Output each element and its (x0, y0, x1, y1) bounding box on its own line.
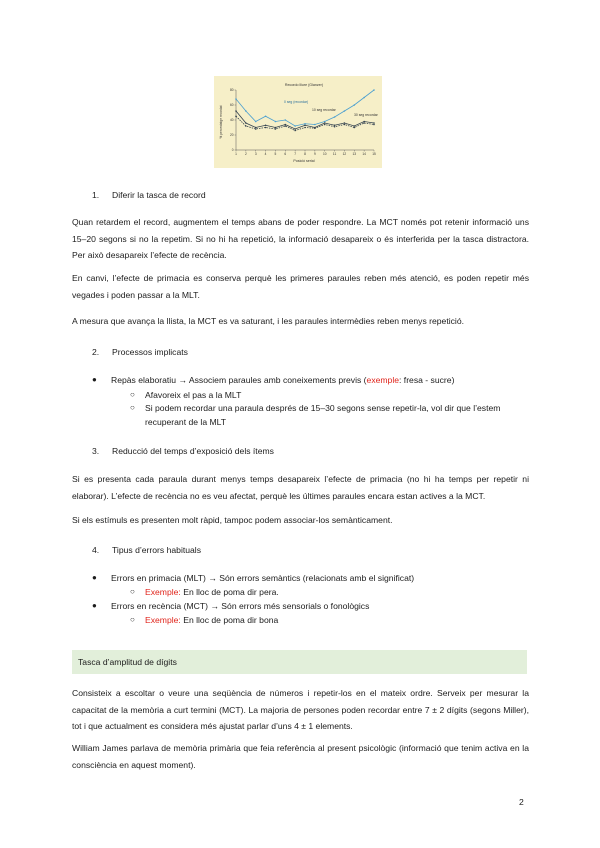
bullet-dot-icon: ● (92, 601, 97, 610)
x-tick-label: 5 (274, 152, 277, 156)
section-2-title: Processos implicats (112, 347, 188, 357)
section-4-title: Tipus d’errors habituals (112, 545, 202, 555)
data-point (304, 124, 306, 126)
sub-bullet-recovery (130, 401, 530, 429)
sub-bullet-ltm (130, 388, 530, 402)
x-tick-label: 13 (352, 152, 357, 156)
sub-bullet-primacy-example (130, 585, 530, 599)
sub-bullet-text: Si podem recordar una paraula després de 15–30 segons sense repetir-la, vol dir que l’estem recuperant de la MLT (145, 403, 501, 427)
x-tick-label: 4 (264, 152, 267, 156)
y-tick-label: 40 (229, 118, 234, 123)
section-2-number: 2. (92, 347, 100, 357)
data-point (334, 124, 336, 126)
data-point (294, 128, 296, 130)
example-label: Exemple: (145, 587, 181, 597)
bullet-text: Errors en recència (MCT) → Són errors més sensorials o fonològics (111, 601, 370, 611)
data-point (344, 124, 346, 126)
legend-10s: 10 seg recordar (312, 108, 336, 112)
data-point (353, 104, 355, 106)
paragraph-delay: Quan retardem el record, augmentem el temps abans de poder respondre. La MCT només pot retenir informació uns 15–20 segons si no la repetim. Si no hi ha repetició, la informació desapareix o és interferida per la tasca distractora. Per això desapareix l’efecte de recència. (72, 217, 529, 260)
data-point (245, 125, 247, 127)
data-point (294, 125, 296, 127)
data-point (275, 121, 277, 123)
data-point (373, 124, 375, 126)
bullet-text: Repàs elaboratiu → Associem paraules amb coneixements previs ( (111, 375, 367, 385)
section-3-number: 3. (92, 446, 100, 456)
data-point (324, 122, 326, 124)
data-point (255, 121, 257, 123)
x-tick-label: 8 (304, 152, 306, 156)
data-point (284, 124, 286, 126)
data-point (353, 125, 355, 127)
section-1-title: Diferir la tasca de record (112, 190, 206, 200)
band-title: Tasca d’amplitud de dígits (78, 657, 177, 667)
example-text: En lloc de poma dir pera. (180, 587, 279, 597)
series-line-1 (236, 90, 374, 126)
paragraph-digit-span: Consisteix a escoltar o veure una seqüència de números i repetir-los en el mateix ordre. Serveix per mesurar la capacitat de la memòria a curt termini (MCT). La majoria de persones poden recordar entre 7 ± 2 dígits (segons Miller), tot i que actualment es considera més ajustat parlar d’uns 4 ± 1 elements. (72, 688, 529, 731)
data-point (284, 119, 286, 121)
x-tick-label: 9 (313, 152, 316, 156)
data-point (255, 127, 257, 129)
x-tick-label: 7 (294, 152, 297, 156)
x-tick-label: 3 (254, 152, 257, 156)
x-tick-label: 12 (342, 152, 347, 156)
circle-bullet-icon: ○ (130, 587, 135, 596)
data-point (363, 122, 365, 124)
data-point (324, 121, 326, 123)
bullet-recency-errors (92, 599, 531, 613)
legend-30s: 30 seg recordar (354, 113, 378, 117)
section-3-title: Reducció del temps d’exposició dels ítems (112, 446, 274, 456)
x-tick-label: 1 (235, 152, 237, 156)
bullet-dot-icon: ● (92, 573, 97, 582)
paragraph-fast-stimuli: Si els estímuls es presenten molt ràpid, tampoc podem associar-los semànticament. (72, 515, 393, 525)
section-2-heading (92, 345, 188, 359)
data-point (373, 89, 375, 91)
data-point (294, 130, 296, 132)
x-tick-label: 14 (362, 152, 366, 156)
paragraph-saturation: A mesura que avança la llista, la MCT es va saturant, i les paraules intermèdies reben menys repetició. (72, 316, 465, 326)
circle-bullet-icon: ○ (130, 390, 135, 399)
section-3-heading (92, 444, 274, 458)
example-label: exemple (366, 375, 400, 385)
data-point (245, 122, 247, 124)
data-point (255, 128, 257, 130)
data-point (363, 121, 365, 123)
circle-bullet-icon: ○ (130, 615, 135, 624)
data-point (235, 115, 237, 117)
y-tick-label: 60 (229, 103, 234, 108)
data-point (304, 123, 306, 125)
sub-bullet-recency-example (130, 613, 530, 627)
data-point (373, 122, 375, 124)
data-point (363, 97, 365, 99)
data-point (314, 127, 316, 129)
x-tick-label: 11 (332, 152, 337, 156)
chart-title: Recordo lliure (Glanzer) (284, 83, 324, 87)
example-label: Exemple: (145, 615, 181, 625)
bullet-elaborative-rehearsal (92, 373, 531, 387)
x-tick-label: 6 (284, 152, 287, 156)
circle-bullet-icon: ○ (130, 403, 135, 412)
data-point (314, 124, 316, 126)
paragraph-exposure: Si es presenta cada paraula durant menys temps desapareix l’efecte de primacia (no hi ha temps per repetir ni elaborar). L’efecte de recència no es veu afectat, perquè les últimes paraules encara estan actives a la MCT. (72, 474, 529, 501)
legend-no-delay: 0 seg (recordar) (284, 100, 309, 104)
data-point (353, 127, 355, 129)
data-point (344, 122, 346, 124)
page-number: 2 (519, 797, 524, 807)
data-point (334, 116, 336, 118)
y-tick-label: 80 (229, 88, 234, 93)
section-4-number: 4. (92, 545, 100, 555)
data-point (265, 127, 267, 129)
x-tick-label: 15 (372, 152, 376, 156)
data-point (284, 125, 286, 127)
data-point (334, 126, 336, 128)
section-1-number: 1. (92, 190, 100, 200)
data-point (235, 110, 237, 112)
paragraph-primacy: En canvi, l’efecte de primacia es conserva perquè les primeres paraules reben més atenció, es poden repetir més vegades i poden passar a la MLT. (72, 273, 529, 300)
bullet-text: Errors en primacia (MLT) → Són errors semàntics (relacionats amb el significat) (111, 573, 415, 583)
data-point (265, 115, 267, 117)
data-point (235, 98, 237, 100)
section-band-digit-span (72, 650, 527, 674)
paragraph-william-james: William James parlava de memòria primària que feia referència al present psicològic (informació que tenim activa en la consciència en aquest moment). (72, 743, 529, 770)
example-text: En lloc de poma dir bona (180, 615, 279, 625)
serial-position-figure (214, 76, 382, 168)
data-point (324, 124, 326, 126)
data-point (245, 110, 247, 112)
chart-ylabel: % percentatge recordat (219, 105, 223, 139)
data-point (275, 127, 277, 129)
bullet-text-end: : fresa - sucre) (399, 375, 455, 385)
chart-xlabel: Posició serial (293, 159, 315, 163)
x-tick-label: 2 (244, 152, 247, 156)
x-tick-label: 10 (322, 152, 327, 156)
bullet-dot-icon: ● (92, 375, 97, 384)
data-point (344, 110, 346, 112)
y-tick-label: 20 (229, 133, 234, 138)
bullet-primacy-errors (92, 571, 531, 585)
serial-position-chart (214, 76, 382, 168)
sub-bullet-text: Afavoreix el pas a la MLT (145, 390, 242, 400)
data-point (265, 124, 267, 126)
data-point (304, 127, 306, 129)
section-1-heading (92, 188, 206, 202)
section-4-heading (92, 543, 201, 557)
y-tick-label: 0 (231, 148, 234, 153)
data-point (275, 128, 277, 130)
